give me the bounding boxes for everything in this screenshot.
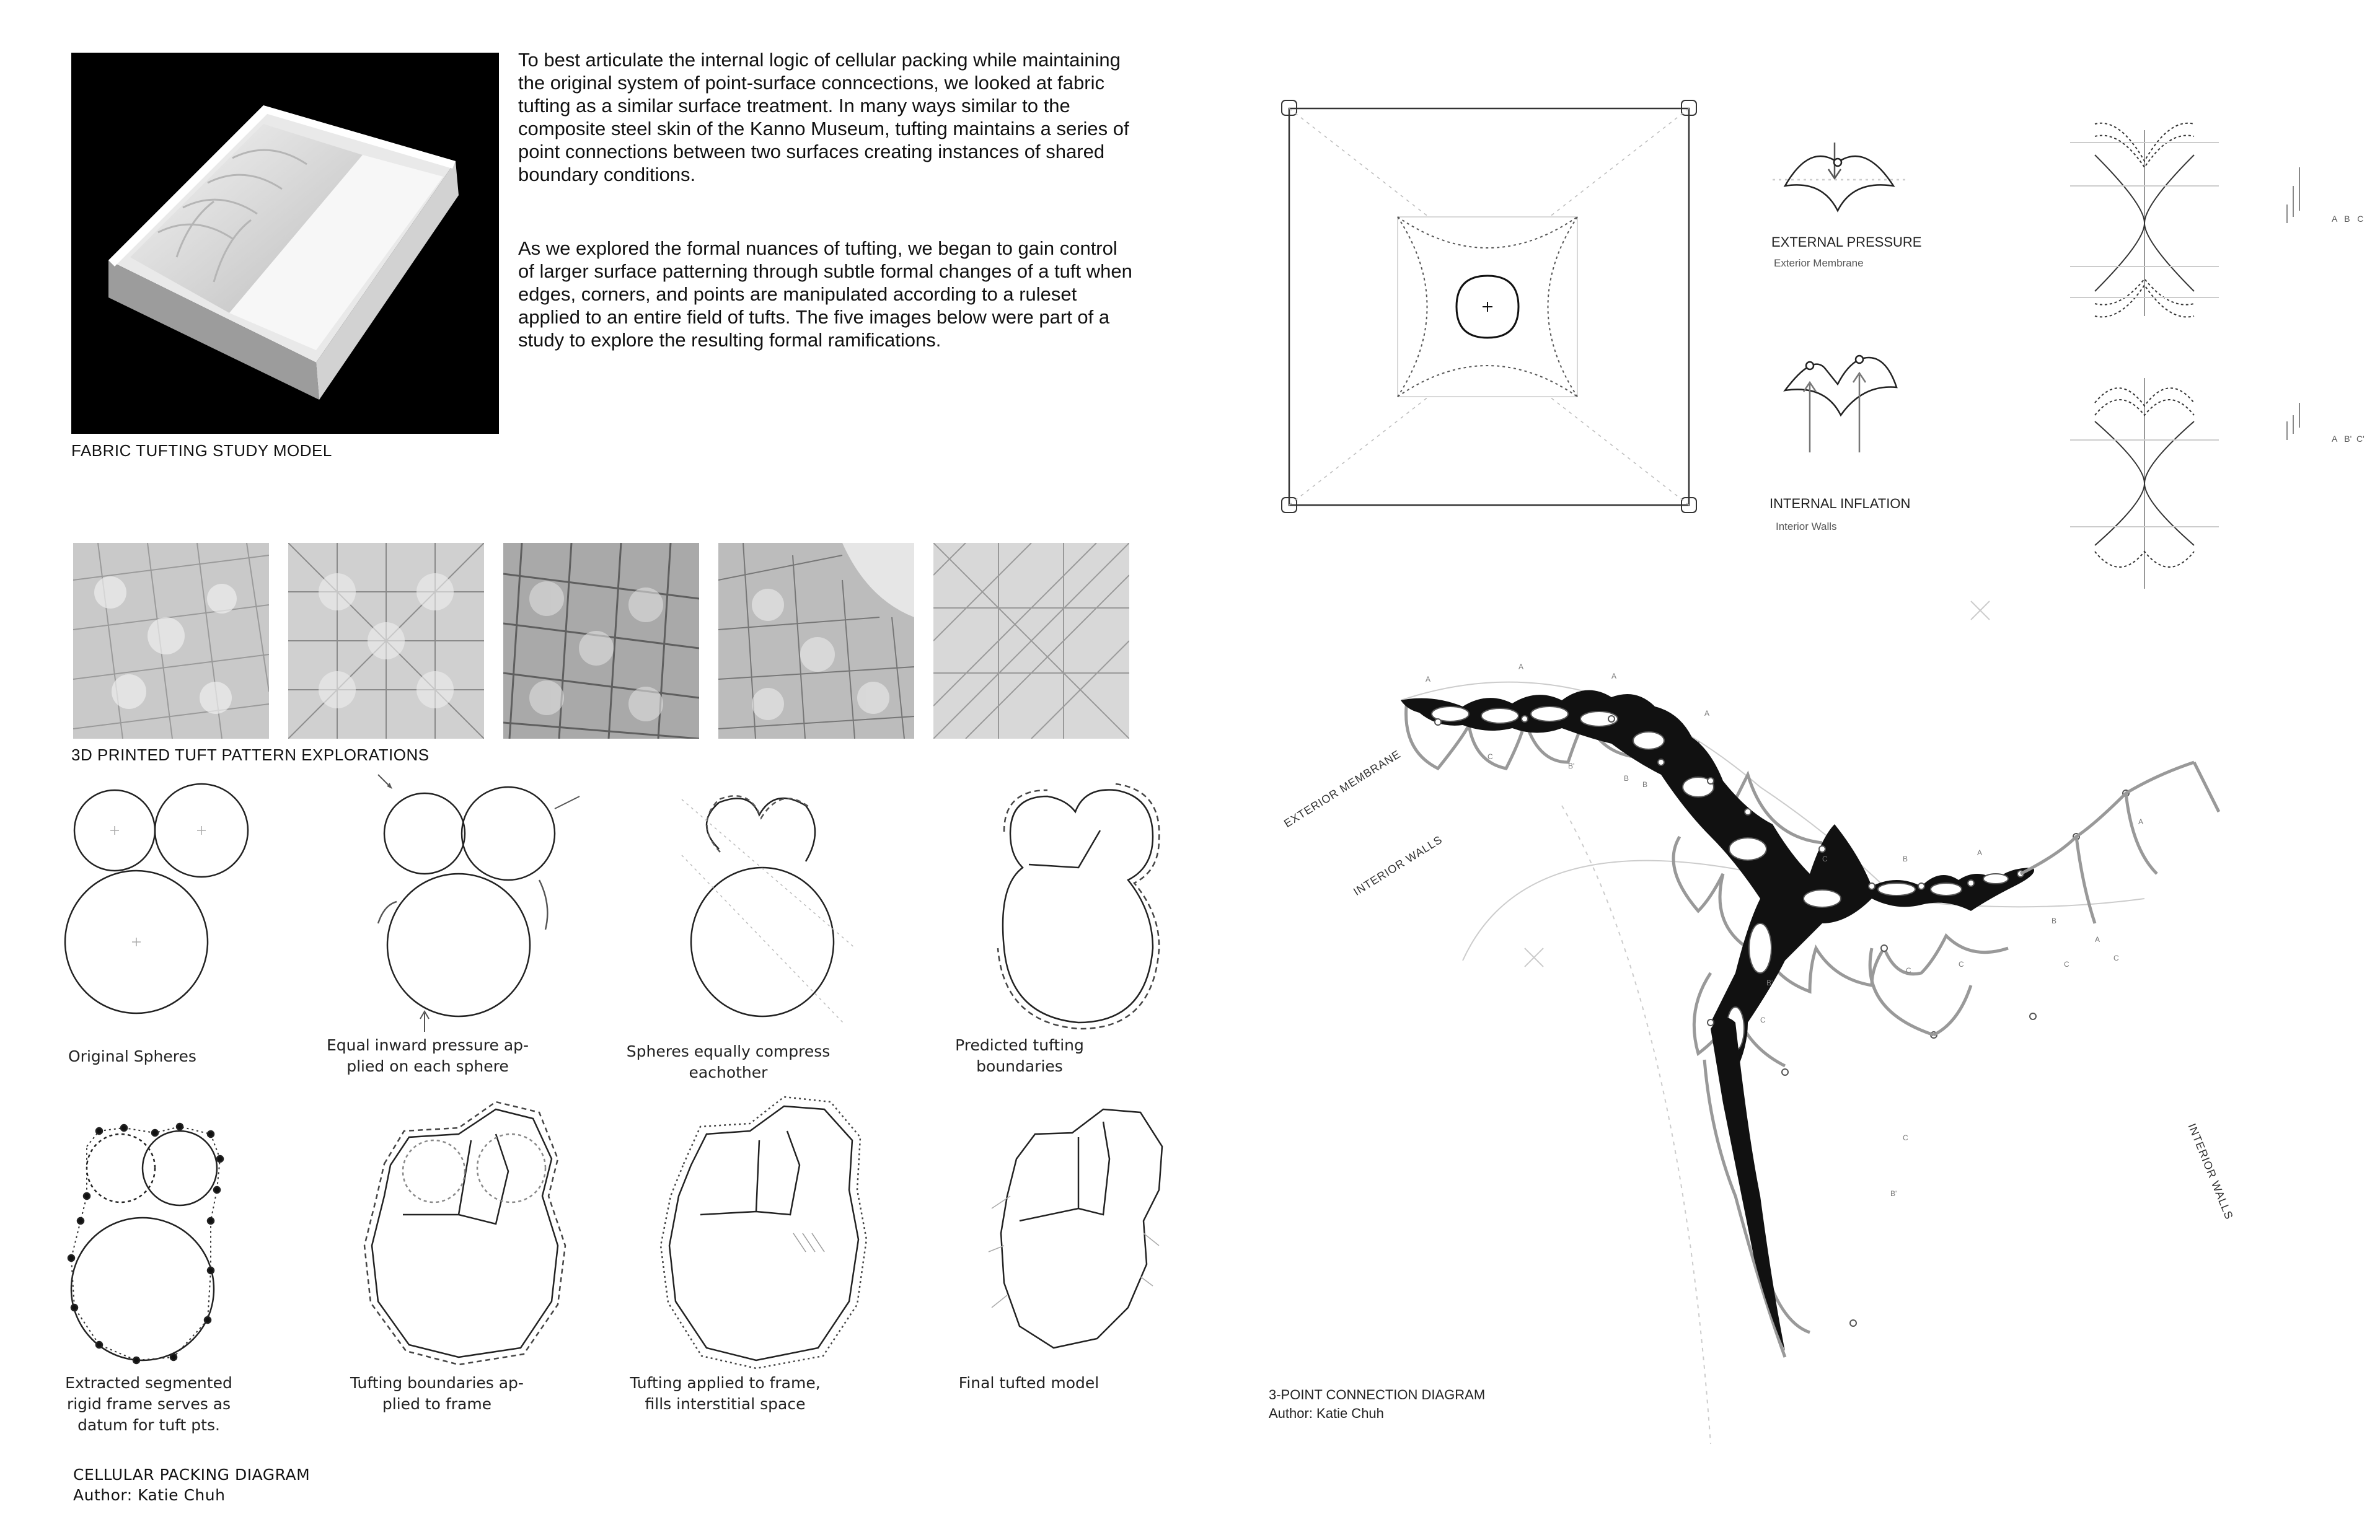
svg-text:A: A bbox=[1704, 709, 1710, 718]
svg-text:C: C bbox=[1822, 855, 1828, 863]
diagram-original-spheres bbox=[65, 784, 248, 1013]
svg-text:A: A bbox=[1977, 848, 1983, 857]
svg-text:A: A bbox=[2095, 935, 2100, 944]
intro-paragraph-2: As we explored the formal nuances of tufting, we began to gain control of larger surface patterning through subtle formal changes of a tuft when edges, corners, and points are manipulated according to a ruleset applied to an entire field of tufts. The five images below were part of a study to explore the resulting formal ramifications. bbox=[518, 237, 1132, 351]
cellular-author: Author: Katie Chuh bbox=[73, 1486, 226, 1504]
external-pressure-shape bbox=[1773, 143, 1909, 211]
intro-paragraph-1: To best articulate the internal logic of cellular packing while maintaining the original system of point-surface conncections, we looked at fabric tufting as a similar surface treatment. In many ways similar to the composite steel skin of the Kanno Museum, tufting maintains a series of point connections between two surfaces creating instances of shared boundary conditions. bbox=[518, 49, 1129, 185]
section-diagram-bottom bbox=[2070, 378, 2299, 589]
cellular-title: CELLULAR PACKING DIAGRAM bbox=[73, 1466, 311, 1484]
svg-text:B': B' bbox=[1890, 1189, 1897, 1198]
diagram-equal-compression bbox=[682, 796, 855, 1023]
section-labels-bottom: A B' C' bbox=[2332, 434, 2365, 444]
svg-text:C: C bbox=[2064, 960, 2069, 969]
svg-text:B': B' bbox=[1568, 762, 1575, 770]
svg-text:C: C bbox=[1760, 1016, 1766, 1024]
svg-text:B: B bbox=[1624, 774, 1629, 783]
study-model-photo bbox=[71, 53, 499, 434]
svg-text:C: C bbox=[1488, 752, 1493, 761]
svg-text:C: C bbox=[1906, 966, 1911, 975]
step-tufting-boundaries: Tufting boundaries ap- plied to frame bbox=[350, 1374, 524, 1413]
step-equal-compression: Spheres equally compress eachother bbox=[626, 1042, 831, 1081]
step-predicted-boundaries: Predicted tufting boundaries bbox=[955, 1036, 1084, 1075]
diagram-tufting-boundaries bbox=[364, 1102, 565, 1365]
internal-inflation-shape bbox=[1785, 356, 1897, 452]
svg-text:B': B' bbox=[1766, 979, 1773, 987]
label-exterior-membrane: EXTERIOR MEMBRANE bbox=[1282, 747, 1403, 830]
svg-text:B: B bbox=[2052, 917, 2057, 925]
section-diagram-top bbox=[2070, 123, 2299, 317]
label-interior-walls-left: INTERIOR WALLS bbox=[1351, 833, 1445, 898]
diagram-inward-pressure bbox=[378, 775, 580, 1032]
tuft-pattern-tile bbox=[73, 543, 269, 739]
svg-text:C: C bbox=[2113, 954, 2119, 962]
diagram-interstitial-fill bbox=[661, 1097, 866, 1368]
step-final-model: Final tufted model bbox=[958, 1374, 1100, 1392]
study-model-caption: FABRIC TUFTING STUDY MODEL bbox=[71, 441, 332, 460]
diagram-predicted-boundaries bbox=[998, 784, 1159, 1029]
svg-text:B: B bbox=[1903, 855, 1908, 863]
svg-text:C: C bbox=[1959, 960, 1964, 969]
external-pressure-subtitle: Exterior Membrane bbox=[1774, 257, 1864, 269]
study-model-drawing bbox=[71, 53, 499, 434]
tuft-pattern-tile bbox=[288, 543, 484, 739]
svg-text:B: B bbox=[1642, 780, 1648, 789]
section-labels-top: A B C bbox=[2332, 214, 2364, 224]
diagram-final-model bbox=[989, 1109, 1162, 1348]
svg-text:A: A bbox=[2138, 817, 2144, 826]
internal-inflation-subtitle: Interior Walls bbox=[1776, 521, 1837, 532]
plan-tuft-diagram bbox=[1271, 93, 1704, 527]
svg-text:A: A bbox=[1611, 672, 1617, 680]
step-original-spheres: Original Spheres bbox=[68, 1047, 196, 1065]
pressure-diagrams bbox=[1748, 93, 2368, 589]
external-pressure-title: EXTERNAL PRESSURE bbox=[1771, 234, 1922, 250]
three-point-connection-diagram bbox=[1277, 576, 2330, 1444]
label-interior-walls-right: INTERIOR WALLS bbox=[2185, 1122, 2236, 1221]
step-segmented-frame: Extracted segmented rigid frame serves as datum for tuft pts. bbox=[65, 1374, 232, 1434]
connection-title: 3-POINT CONNECTION DIAGRAM bbox=[1269, 1387, 1486, 1402]
step-interstitial-fill: Tufting applied to frame, fills interstitial space bbox=[630, 1374, 821, 1413]
tuft-pattern-tile bbox=[718, 543, 914, 739]
cellular-packing-diagrams bbox=[62, 762, 1178, 1444]
tuft-pattern-tile bbox=[933, 543, 1129, 739]
connection-author: Author: Katie Chuh bbox=[1269, 1406, 1384, 1421]
internal-inflation-title: INTERNAL INFLATION bbox=[1770, 496, 1911, 511]
tuft-patterns-caption: 3D PRINTED TUFT PATTERN EXPLORATIONS bbox=[71, 746, 430, 764]
svg-text:A: A bbox=[1426, 675, 1431, 684]
step-inward-pressure: Equal inward pressure ap- plied on each sphere bbox=[326, 1036, 529, 1075]
svg-text:C: C bbox=[1903, 1133, 1908, 1142]
svg-text:A: A bbox=[1518, 662, 1524, 671]
diagram-segmented-frame bbox=[68, 1124, 223, 1363]
tuft-pattern-tile bbox=[503, 543, 699, 739]
